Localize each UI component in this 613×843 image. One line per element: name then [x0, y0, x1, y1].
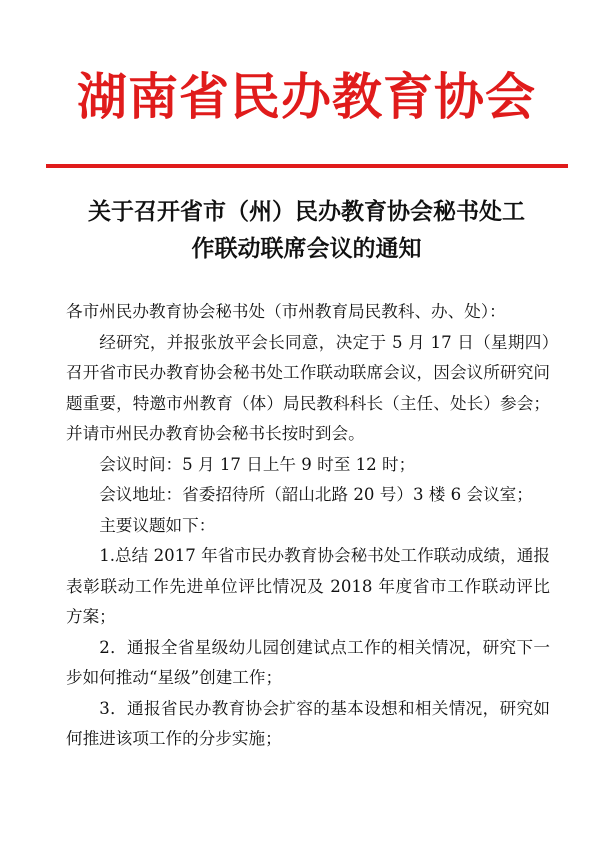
- topic-1: 1.总结 2017 年省市民办教育协会秘书处工作联动成绩，通报表彰联动工作先进单位评比情况及 2018 年度省市工作联动评比方案；: [66, 546, 550, 626]
- notice-body: [66, 297, 550, 755]
- meeting-place: 会议地址：省委招待所（韶山北路 20 号）3 楼 6 会议室；: [99, 485, 533, 504]
- paragraph-intro: 经研究，并报张放平会长同意，决定于 5 月 17 日（星期四）召开省市民办教育协会秘书处工作联动联席会议，因会议所研究问题重要，特邀市州教育（体）局民教科科长（主任、处长）参会；并请市州民办教育协会秘书长按时到会。: [66, 332, 550, 443]
- topic-3: 3．通报省民办教育协会扩容的基本设想和相关情况，研究如何推进该项工作的分步实施；: [66, 698, 550, 748]
- topics-intro: 主要议题如下：: [99, 515, 216, 535]
- title-line-2: 作联动联席会议的通知: [191, 236, 422, 262]
- meeting-time: 会议时间：5 月 17 日上午 9 时至 12 时；: [99, 454, 416, 474]
- title-line-1: 关于召开省市（州）民办教育协会秘书处工: [88, 199, 525, 225]
- organization-header: 湖南省民办教育协会: [77, 67, 536, 126]
- red-divider-line: [46, 164, 568, 168]
- notice-title: [40, 194, 573, 268]
- topic-2: 2．通报全省星级幼儿园创建试点工作的相关情况，研究下一步如何推动“星级”创建工作；: [66, 637, 550, 687]
- salutation: 各市州民办教育协会秘书处（市州教育局民教科、办、处）：: [66, 302, 506, 321]
